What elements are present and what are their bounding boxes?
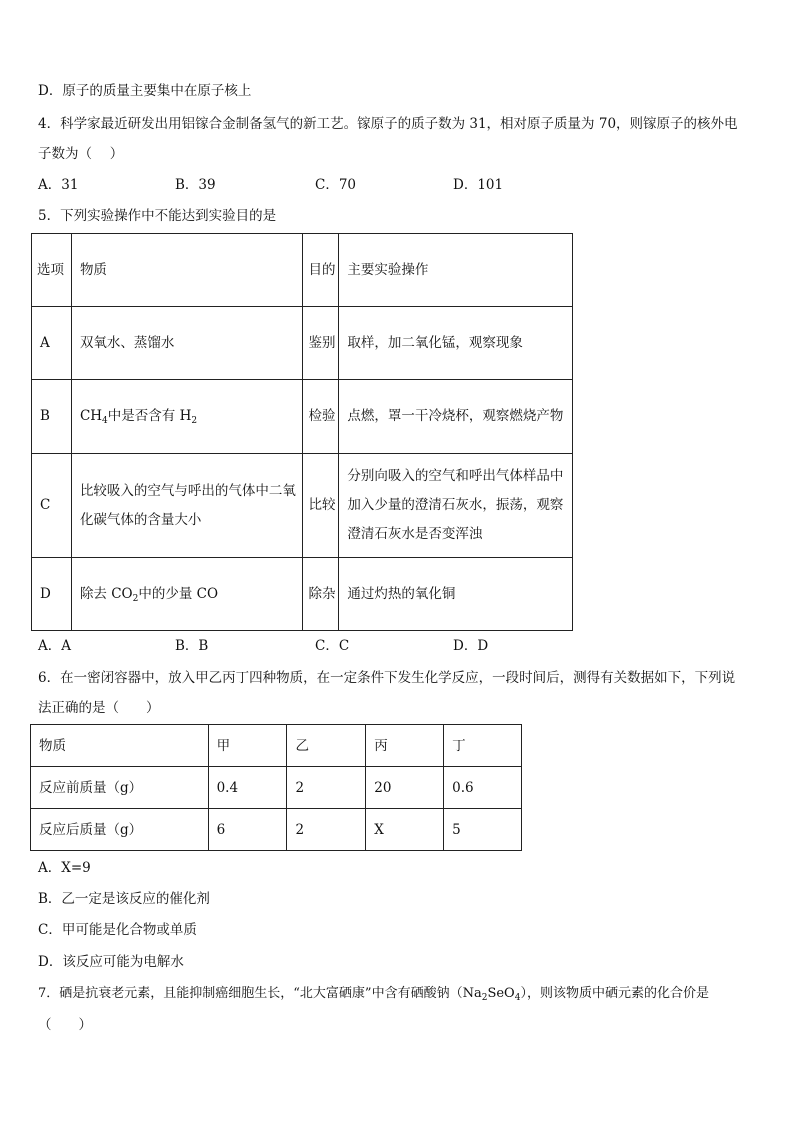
header-jia: 甲 bbox=[208, 725, 287, 767]
subscript-4: 4 bbox=[102, 416, 108, 426]
header-yi: 乙 bbox=[287, 725, 366, 767]
row-d-substance bbox=[71, 558, 303, 631]
substance-text: 除去 CO bbox=[79, 585, 133, 602]
q7-formula-text: SeO bbox=[487, 986, 515, 1001]
table-cell: 0.6 bbox=[444, 767, 522, 809]
subscript-4: 4 bbox=[514, 993, 521, 1003]
row-b-purpose: 检验 bbox=[303, 380, 339, 454]
header-substance: 物质 bbox=[31, 725, 209, 767]
substance-text: 中是否含有 H bbox=[107, 408, 192, 424]
table-cell: 6 bbox=[208, 809, 287, 851]
table-header-row bbox=[32, 234, 573, 307]
q7-stem-line2: （ ） bbox=[38, 1017, 92, 1033]
substance-text: 中的少量 CO bbox=[138, 585, 219, 602]
row-c-substance: 比较吸入的空气与呼出的气体中二氧化碳气体的含量大小 bbox=[71, 454, 303, 558]
q6-option-a: A．X=9 bbox=[38, 860, 91, 876]
table-cell: 2 bbox=[287, 767, 366, 809]
row-b-operation: 点燃，罩一干冷烧杯，观察燃烧产物 bbox=[339, 380, 573, 454]
table-cell: 20 bbox=[366, 767, 444, 809]
row-b-substance bbox=[71, 380, 303, 454]
q3-option-d: D．原子的质量主要集中在原子核上 bbox=[38, 83, 252, 99]
q7-stem-text: 7．硒是抗衰老元素，且能抑制癌细胞生长，“北大富硒康”中含有硒酸钠（Na bbox=[38, 986, 482, 1001]
q6-stem-line2: 法正确的是（ ） bbox=[38, 700, 160, 716]
row-a-option: A bbox=[32, 307, 72, 380]
q6-option-b: B．乙一定是该反应的催化剂 bbox=[38, 891, 210, 907]
header-substance: 物质 bbox=[71, 234, 303, 307]
table-row bbox=[32, 454, 573, 558]
q7-stem-text: ），则该物质中硒元素的化合价是 bbox=[520, 986, 709, 1001]
q6-stem-line1: 6．在一密闭容器中，放入甲乙丙丁四种物质，在一定条件下发生化学反应，一段时间后，测得有关数据如下，下列说 bbox=[38, 670, 736, 686]
table-row bbox=[31, 809, 522, 851]
q5-option-b: B．B bbox=[175, 638, 209, 654]
q7-stem-line1 bbox=[38, 984, 709, 1004]
q5-option-d: D．D bbox=[453, 638, 489, 654]
table-row bbox=[31, 767, 522, 809]
q5-option-a: A．A bbox=[38, 638, 71, 654]
row-d-purpose: 除杂 bbox=[303, 558, 339, 631]
table-cell: 2 bbox=[287, 809, 366, 851]
row-a-purpose: 鉴别 bbox=[303, 307, 339, 380]
q4-option-b: B．39 bbox=[175, 177, 216, 193]
q6-table bbox=[30, 724, 522, 851]
row-c-purpose: 比较 bbox=[303, 454, 339, 558]
row-b-option: B bbox=[32, 380, 72, 454]
q6-option-c: C．甲可能是化合物或单质 bbox=[38, 922, 197, 938]
formula-ch: CH bbox=[79, 408, 103, 424]
q6-option-d: D．该反应可能为电解水 bbox=[38, 954, 184, 970]
table-cell: 0.4 bbox=[208, 767, 287, 809]
table-header-row bbox=[31, 725, 522, 767]
table-row bbox=[32, 307, 573, 380]
subscript-2: 2 bbox=[481, 993, 488, 1003]
q5-option-c: C．C bbox=[315, 638, 350, 654]
header-purpose: 目的 bbox=[303, 234, 339, 307]
subscript-2: 2 bbox=[191, 416, 198, 426]
header-bing: 丙 bbox=[366, 725, 444, 767]
row-d-option: D bbox=[32, 558, 72, 631]
table-row bbox=[32, 558, 573, 631]
row-a-operation: 取样，加二氧化锰，观察现象 bbox=[339, 307, 573, 380]
q4-option-a: A．31 bbox=[38, 177, 79, 193]
table-cell: 反应前质量（g） bbox=[31, 767, 209, 809]
table-cell: X bbox=[366, 809, 444, 851]
q5-stem: 5．下列实验操作中不能达到实验目的是 bbox=[38, 208, 277, 224]
header-operation: 主要实验操作 bbox=[339, 234, 573, 307]
q4-stem-line1: 4．科学家最近研发出用铝镓合金制备氢气的新工艺。镓原子的质子数为 31，相对原子质量为 70，则镓原子的核外电 bbox=[38, 116, 738, 132]
q4-option-c: C．70 bbox=[315, 177, 357, 193]
row-c-operation: 分别向吸入的空气和呼出气体样品中加入少量的澄清石灰水，振荡，观察澄清石灰水是否变浑浊 bbox=[339, 454, 573, 558]
table-row bbox=[32, 380, 573, 454]
row-d-operation: 通过灼热的氧化铜 bbox=[339, 558, 573, 631]
table-cell: 反应后质量（g） bbox=[31, 809, 209, 851]
q5-table bbox=[31, 233, 573, 631]
header-ding: 丁 bbox=[444, 725, 522, 767]
row-c-option: C bbox=[32, 454, 72, 558]
header-option: 选项 bbox=[32, 234, 72, 307]
row-a-substance: 双氧水、蒸馏水 bbox=[71, 307, 303, 380]
q4-option-d: D．101 bbox=[453, 177, 504, 193]
q4-stem-line2: 子数为（ ） bbox=[38, 146, 124, 162]
subscript-2: 2 bbox=[132, 593, 139, 604]
table-cell: 5 bbox=[444, 809, 522, 851]
